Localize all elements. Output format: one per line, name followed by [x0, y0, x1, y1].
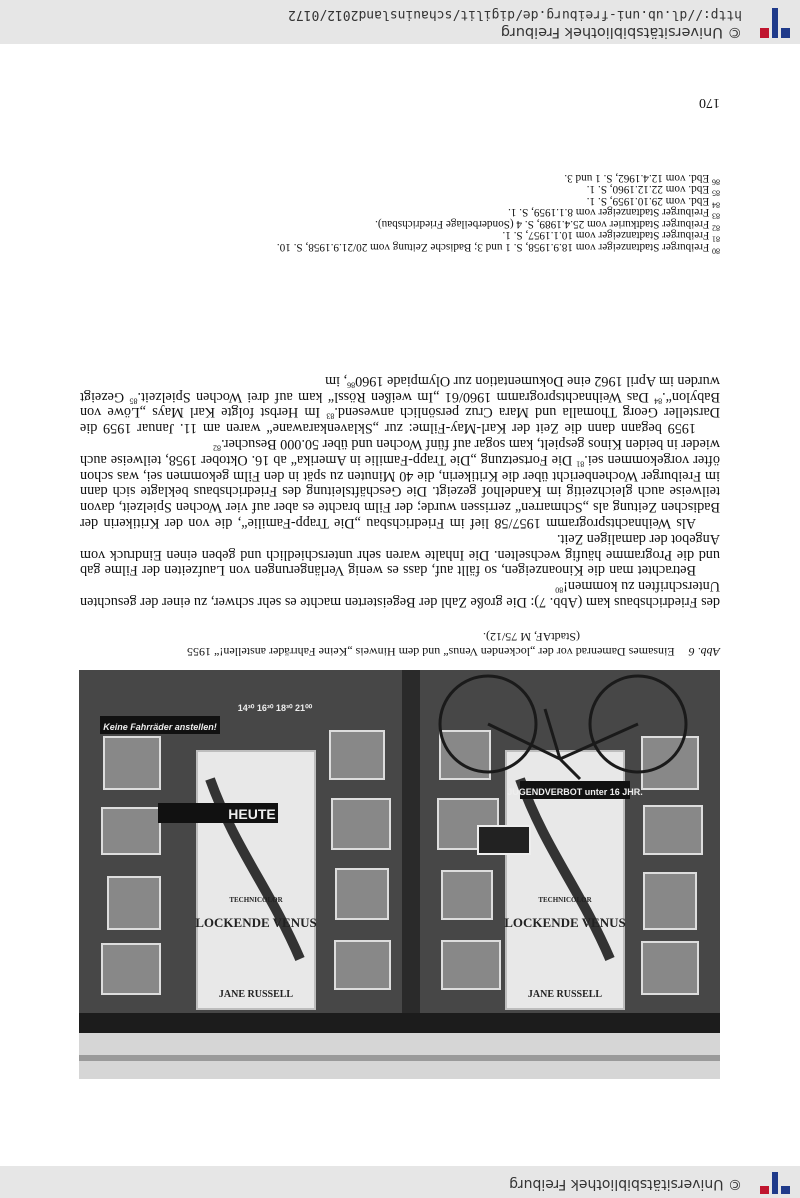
footnote-ref: 84 [654, 396, 663, 406]
poster-left-title: LOCKENDE VENUS [504, 915, 626, 930]
poster-left-name: JANE RUSSELL [527, 989, 603, 1000]
top-banner-text: © Universitätsbibliothek Freiburg [509, 1176, 742, 1192]
bottom-banner-text: © Universitätsbibliothek Freiburg [500, 24, 742, 40]
figure-caption [80, 629, 720, 659]
footnote: $^{81}$ Freiburger Stadtanzeiger vom 10.1.1957, S. 1. [502, 229, 720, 245]
page-number: 170 [699, 95, 720, 110]
footnote-ref: 83 [326, 412, 335, 422]
poster-right-title: LOCKENDE VENUS [195, 915, 317, 930]
footnote: $^{83}$ Freiburger Stadtanzeiger vom 8.1.1959, S. 1. [508, 206, 720, 222]
footnote: $^{80}$ Freiburger Stadtanzeiger vom 18.9.1958, S. 1 und 3; Badische Zeitung vom 20/21.9.1958, S. 10. [276, 241, 720, 256]
poster-right-sub: TECHNICOLOR [229, 896, 283, 904]
footnote-ref: 81 [576, 459, 585, 469]
footnote-ref: 85 [129, 396, 138, 406]
footnote: $^{82}$ Freiburger Stadtkurier vom 25.4.1989, S. 4 (Sonderbeilage Friedrichsbau). [375, 218, 720, 233]
poster-left-sub: TECHNICOLOR [538, 896, 592, 904]
footnote: $^{85}$ Ebd. vom 22.12.1960, S. 1. [586, 183, 720, 199]
permalink-url[interactable]: http://dl.ub.uni-freiburg.de/digilit/schauinsland2012/0172 [288, 7, 742, 22]
university-logo-icon [750, 0, 800, 44]
bottom-link-banner [0, 0, 800, 44]
sign-fahrraeder: Keine Fahrräder anstellen! [103, 722, 217, 732]
footnote: $^{86}$ Ebd. vom 12.4.1962, S. 1 und 3. [564, 172, 720, 187]
sign-jugendverbot: JUGENDVERBOT unter 16 JHR. [507, 787, 643, 797]
paragraph: Als Weihnachtsprogramm 1957/58 lief im Friedrichsbau „Die Trapp-Familie“, die von der Kritikerin der Badischen Zeitung als „Schmarren“ zerrissen wurde; der Film brachte es aber auf vier Wochen Spielzeit, davon teilweise auch gleichzeitig im Kandelhof gezeigt. Die Geschäftsleitung des Friedrichsbaus beklagte sich dann im Freiburger Wochenbericht über die Kritikerin, die 40 Minuten zu spät in den Film gekommen sei, was schon öfter vorgekommen sei.$^{81}$ Die Fortsetzung „Die Trapp-Familie in Amerika“ ab 16. Oktober 1958, teilweise auch wieder in beiden Kinos gespielt, kam sogar auf fünf Wochen und über 50.000 Besucher.$^{82}$ [80, 436, 720, 532]
university-logo-icon [750, 1166, 800, 1198]
photo-cinema-display [79, 670, 720, 1079]
poster-right-name: JANE RUSSELL [218, 989, 294, 1000]
caption-text: Einsames Damenrad vor der „lockenden Venus“ und dem Hinweis „Keine Fahrräder anstellen!“ 1955 [187, 645, 675, 659]
caption-source: (StadtAF, M 75/12). [482, 630, 580, 644]
paragraph: 1959 begann dann die Zeit der Karl-May-Filme: zur „Sklavenkarawane“ waren am 11. Januar 1959 die Darsteller Georg Thomalla und Mara Cruz persönlich anwesend.$^{83}$ Im Herbst folgte Karl Mays „Löwe von Babylon“.$^{84}$ Das Weihnachtsprogramm 1960/61 „Im weißen Rössl“ kam auf drei Wochen Spielzeit.$^{85}$ Gezeigt wurden im April 1962 eine Dokumentation zur Olympiade 1960$^{86}$, im [79, 372, 720, 437]
footnotes [80, 172, 720, 256]
caption-label: Abb. 6 [688, 645, 720, 659]
footnote-ref: 82 [213, 443, 222, 453]
paragraph: des Friedrichsbaus kam (Abb. 7): Die große Zahl der Begeisterten machte es sehr schwer, zu einer der gesuchten Unterschriften zu kommen!$^{80}$ [80, 578, 720, 610]
footnote-ref: 80 [555, 585, 564, 595]
cinema-photo-illustration [79, 670, 720, 1079]
paragraph: Betrachtet man die Kinoanzeigen, so fällt auf, dass es wenig Verlängerungen von Laufzeiten der Filme gab und die Programme häufig wechselten. Die Inhalte waren sehr unterschiedlich und geben einen Eindruck vom Angebot der damaligen Zeit. [80, 530, 720, 579]
body-text [80, 372, 720, 609]
footnote-ref: 86 [347, 380, 356, 390]
sign-showtimes: 14³⁰ 16³⁰ 18³⁰ 21⁰⁰ [237, 703, 313, 713]
top-copyright-banner [0, 1166, 800, 1198]
sign-heute: HEUTE [228, 806, 276, 822]
footnote: $^{84}$ Ebd. vom 29.10.1959, S. 1. [586, 195, 720, 210]
